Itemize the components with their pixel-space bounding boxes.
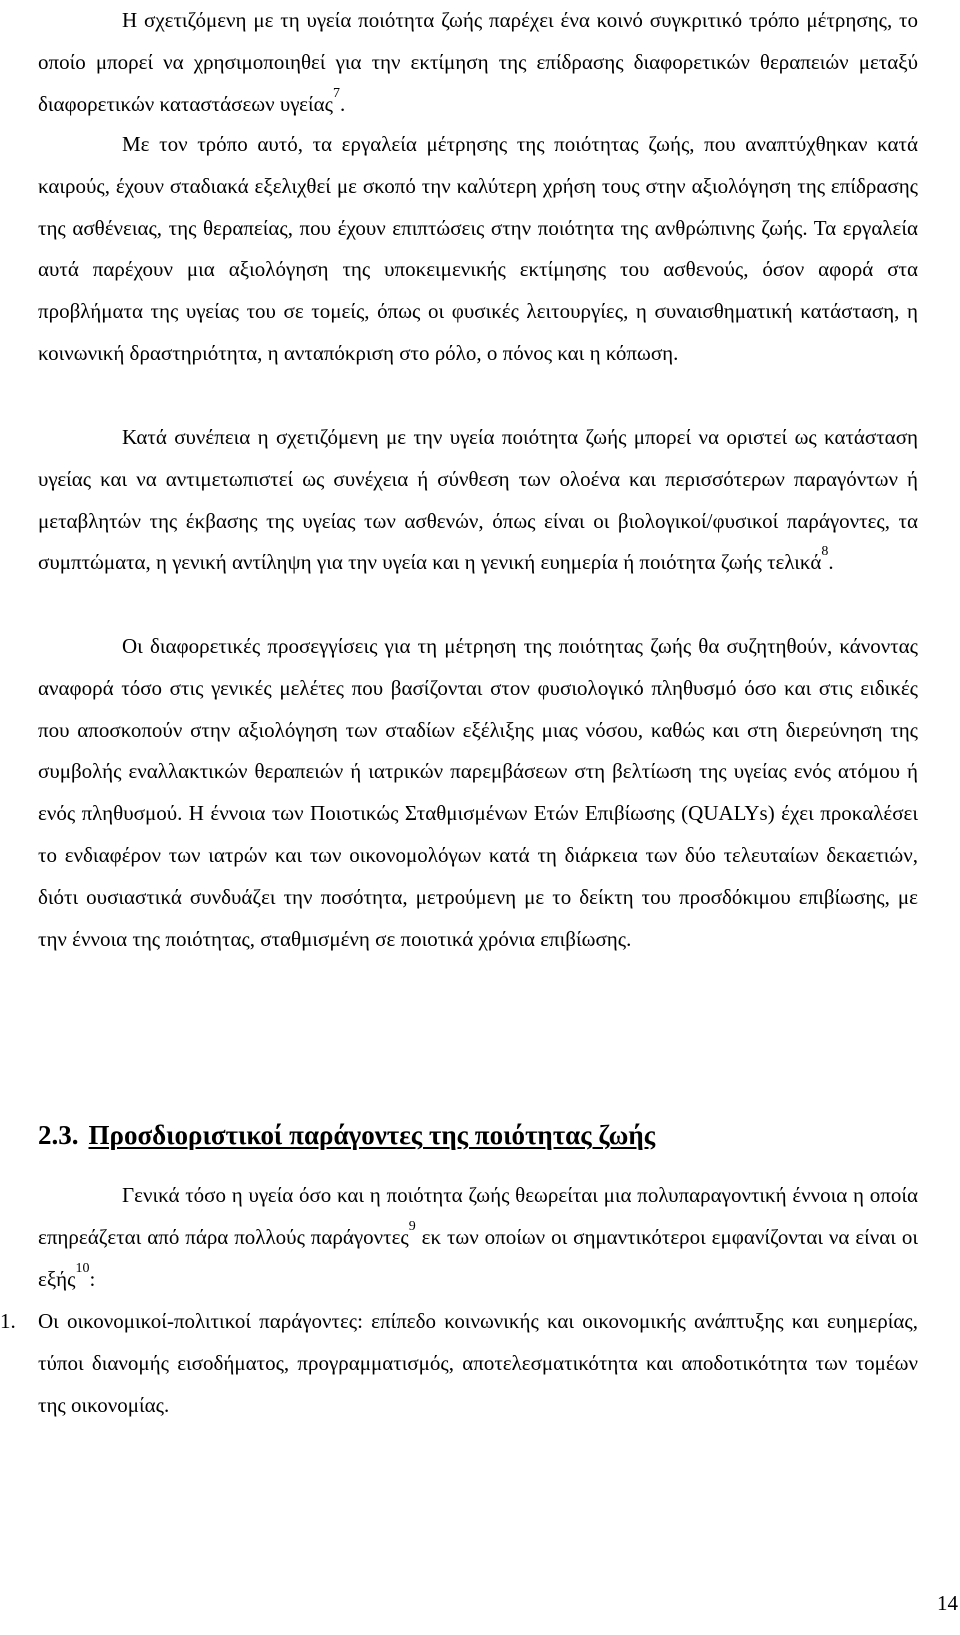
paragraph-1-text: Η σχετιζόμενη με τη υγεία ποιότητα ζωής παρέχει ένα κοινό συγκριτικό τρόπο μέτρησης, το οποίο μπορεί να χρησιμοποιηθεί για την εκτίμηση της επίδρασης διαφορετικών θεραπειών μεταξύ διαφορετικών καταστάσεων υγείας	[38, 8, 918, 116]
section-heading	[38, 1117, 655, 1153]
section-title: Προσδιοριστικοί παράγοντες της ποιότητας ζωής	[88, 1120, 656, 1150]
list-item	[0, 1301, 918, 1426]
paragraph-5-end: :	[89, 1266, 96, 1291]
paragraph-3-text: Κατά συνέπεια η σχετιζόμενη με την υγεία ποιότητα ζωής μπορεί να οριστεί ως κατάσταση υγείας και να αντιμετωπιστεί ως συνέχεια ή σύνθεση των ολοένα και περισσότερων παραγόντων ή μεταβλητών της έκβασης της υγείας των ασθενών, όπως είναι οι βιολογικοί/φυσικοί παράγοντες, τα συμπτώματα, η γενική αντίληψη για την υγεία και η γενική ευημερία ή ποιότητα ζωής τελικά	[38, 425, 918, 575]
paragraph-2: Με τον τρόπο αυτό, τα εργαλεία μέτρησης της ποιότητας ζωής, που αναπτύχθηκαν κατά καιρούς, έχουν σταδιακά εξελιχθεί με σκοπό την καλύτερη χρήση τους στην αξιολόγηση της επίδρασης της ασθένειας, της θεραπείας, που έχουν επιπτώσεις στην ποιότητα της ανθρώπινης ζωής. Τα εργαλεία αυτά παρέχουν μια αξιολόγηση της υποκειμενικής εκτίμησης του ασθενούς, όσον αφορά στα προβλήματα της υγείας του σε τομείς, όπως οι φυσικές λειτουργίες, η συναισθηματική κατάσταση, η κοινωνική δραστηριότητα, η ανταπόκριση στο ρόλο, ο πόνος και η κόπωση.	[38, 132, 918, 365]
footnote-ref-10: 10	[75, 1260, 90, 1276]
paragraph-3	[38, 417, 918, 584]
footnote-ref-8: 8	[821, 544, 829, 560]
paragraph-4: Οι διαφορετικές προσεγγίσεις για τη μέτρηση της ποιότητας ζωής θα συζητηθούν, κάνοντας αναφορά τόσο στις γενικές μελέτες που βασίζονται στον φυσιολογικό πληθυσμό όσο και στις ειδικές που αποσκοπούν στην αξιολόγηση των σταδίων εξέλιξης μιας νόσου, καθώς και στη διερεύνηση της συμβολής εναλλακτικών θεραπειών ή ιατρικών παρεμβάσεων στη βελτίωση της υγείας ενός ατόμου ή ενός πληθυσμού. Η έννοια των Ποιοτικώς Σταθμισμένων Ετών Επιβίωσης (QUALYs) έχει προκαλέσει το ενδιαφέρον των ιατρών και των οικονομολόγων κατά τη διάρκεια των δύο τελευταίων δεκαετιών, διότι ουσιαστικά συνδυάζει την ποσότητα, μετρούμενη με το δείκτη του προσδόκιμου επιβίωσης, με την έννοια της ποιότητας, σταθμισμένη σε ποιοτικά χρόνια επιβίωσης.	[38, 634, 918, 951]
paragraph-5	[38, 1175, 918, 1300]
footnote-ref-7: 7	[332, 85, 340, 101]
paragraph-5-text-b: εκ των οποίων οι σημαντικότεροι εμφανίζονται να είναι οι εξής	[38, 1224, 918, 1291]
page-number: 14	[937, 1591, 958, 1615]
list-item-text: Οι οικονομικοί-πολιτικοί παράγοντες: επίπεδο κοινωνικής και οικονομικής ανάπτυξης και ευημερίας, τύποι διανομής εισοδήματος, προγραμματισμός, αποτελεσματικότητα και αποδοτικότητα των τομέων της οικονομίας.	[38, 1309, 918, 1417]
paragraph-3-end: .	[828, 550, 834, 575]
paragraph-1	[38, 0, 918, 125]
paragraph-1-end: .	[339, 91, 346, 116]
list-item-marker: 1.	[0, 1309, 16, 1333]
paragraph-5-text-a: Γενικά τόσο η υγεία όσο και η ποιότητα ζωής θεωρείται μια πολυπαραγοντική έννοια η οποία επηρεάζεται από πάρα πολλούς παράγοντες	[38, 1183, 918, 1249]
footnote-ref-9: 9	[408, 1218, 416, 1234]
section-number: 2.3.	[38, 1120, 79, 1150]
